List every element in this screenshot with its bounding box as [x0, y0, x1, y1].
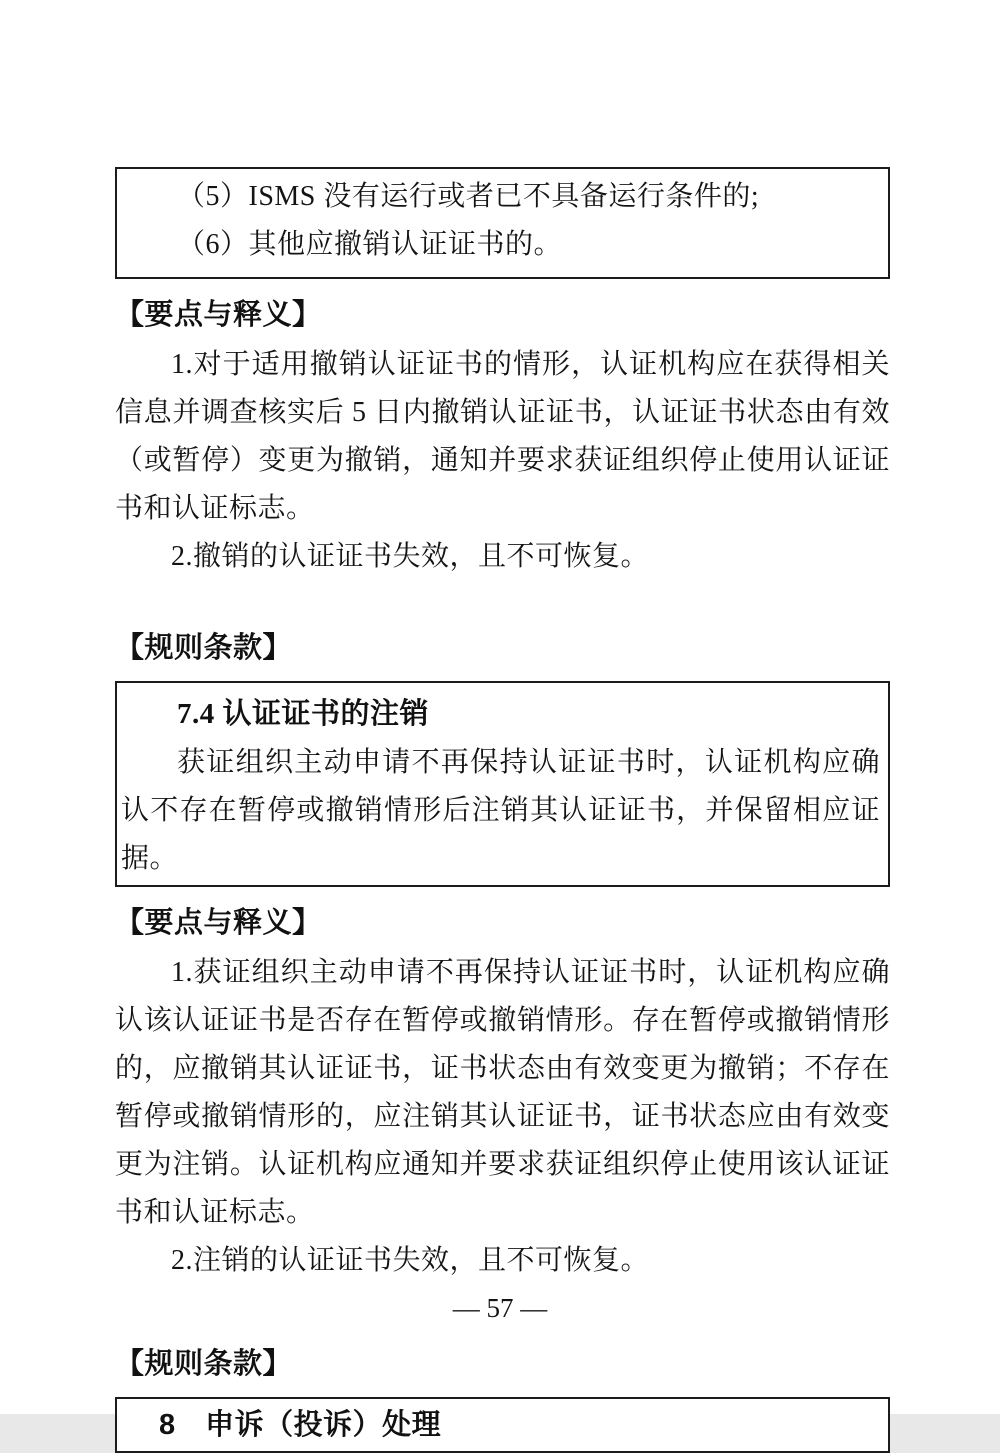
rule-7-4-body: 获证组织主动申请不再保持认证证书时，认证机构应确认不存在暂停或撤销情形后注销其认证证书，并保留相应证据。	[121, 747, 880, 874]
heading-key-points-cancellation: 【要点与释义】	[115, 907, 322, 939]
rule-box-revocation-items	[115, 167, 890, 279]
rule-box-7-4	[115, 681, 890, 887]
rule-8-title: 8 申诉（投诉）处理	[159, 1409, 442, 1441]
heading-rule-clause-8: 【规则条款】	[115, 1348, 293, 1380]
heading-key-points-revocation: 【要点与释义】	[115, 299, 322, 331]
page-number: — 57 —	[452, 1293, 548, 1323]
paragraph-cancellation-2: 2.注销的认证证书失效，且不可恢复。	[171, 1245, 650, 1276]
paragraph-revocation-1: 1.对于适用撤销认证证书的情形，认证机构应在获得相关信息并调查核实后 5 日内撤销认证证书，认证证书状态由有效（或暂停）变更为撤销，通知并要求获证组织停止使用认证证书和认证标志。	[115, 349, 890, 524]
rule-box-8	[115, 1397, 890, 1453]
page-content	[115, 167, 890, 1453]
heading-rule-clause-7-4: 【规则条款】	[115, 632, 293, 664]
rule-item-6: （6）其他应撤销认证证书的。	[177, 229, 563, 260]
paragraph-revocation-2: 2.撤销的认证证书失效，且不可恢复。	[171, 541, 650, 572]
rule-item-5: （5）ISMS 没有运行或者已不具备运行条件的;	[177, 181, 760, 212]
paragraph-cancellation-1: 1.获证组织主动申请不再保持认证证书时，认证机构应确认该认证证书是否存在暂停或撤销情形。存在暂停或撤销情形的，应撤销其认证证书，证书状态由有效变更为撤销；不存在暂停或撤销情形的，应注销其认证证书，证书状态应由有效变更为注销。认证机构应通知并要求获证组织停止使用该认证证书和认证标志。	[115, 957, 890, 1228]
rule-7-4-title: 7.4 认证证书的注销	[177, 698, 430, 730]
